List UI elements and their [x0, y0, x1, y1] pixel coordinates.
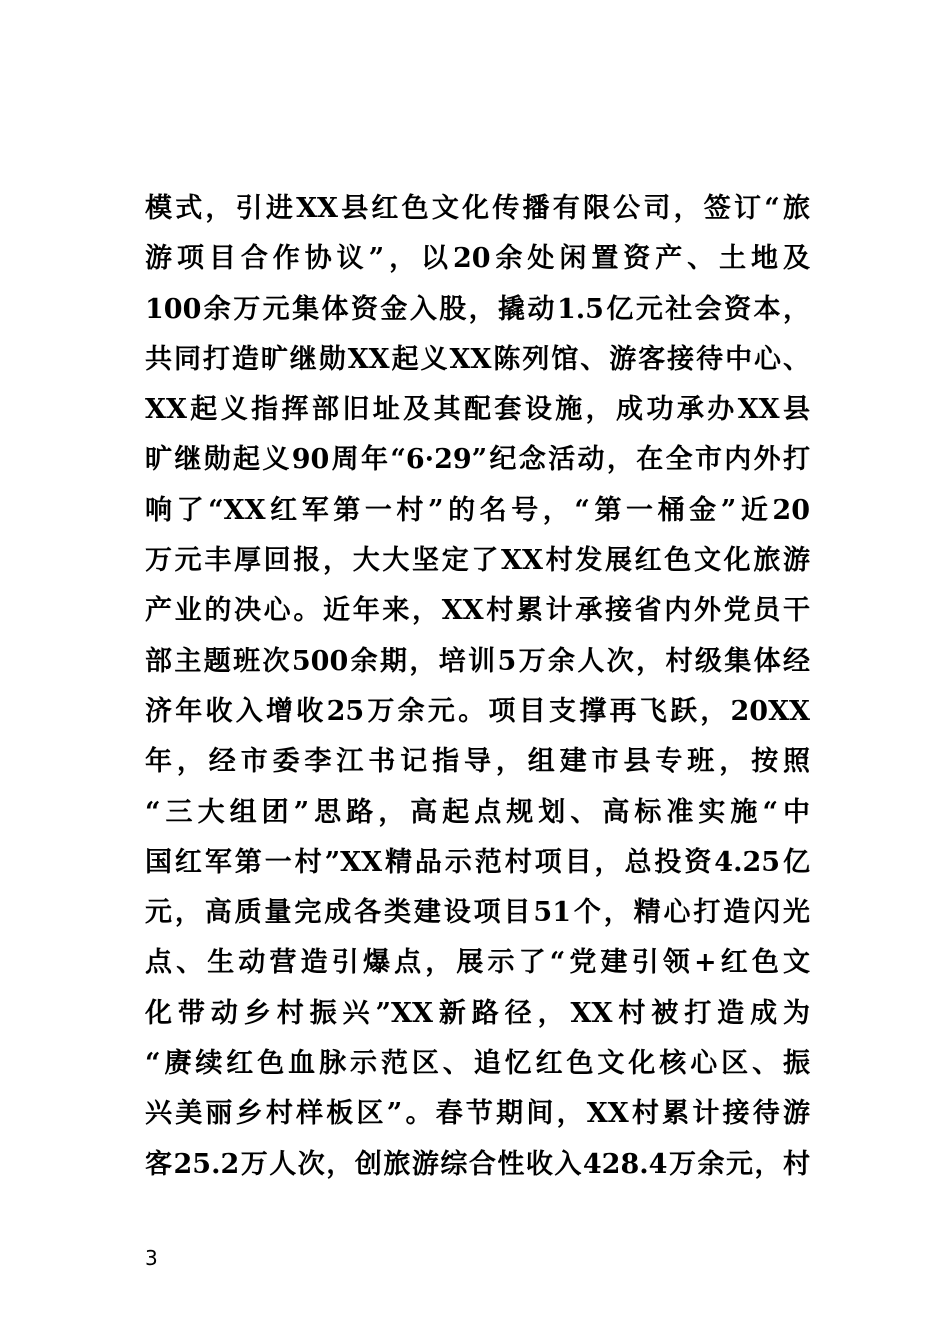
text-line: 响了“XX红军第一村”的名号，“第一桶金”近20 — [145, 494, 810, 526]
text-line: “赓续红色血脉示范区、追忆红色文化核心区、振 — [145, 1048, 810, 1080]
text-line: 共同打造旷继勋XX起义XX陈列馆、游客接待中心、 — [145, 343, 810, 375]
text-line: 客25.2万人次，创旅游综合性收入428.4万余元，村 — [145, 1148, 810, 1180]
text-line: XX起义指挥部旧址及其配套设施，成功承办XX县 — [145, 394, 810, 426]
text-line: 点、生动营造引爆点，展示了“党建引领+红色文 — [145, 947, 810, 979]
text-line: 旷继勋起义90周年“6·29”纪念活动，在全市内外打 — [145, 444, 810, 476]
text-line: 部主题班次500余期，培训5万余人次，村级集体经 — [145, 645, 810, 677]
text-line: 济年收入增收25万余元。项目支撑再飞跃，20XX — [145, 695, 810, 727]
text-line: 游项目合作协议”，以20余处闲置资产、土地及 — [145, 243, 810, 275]
text-line: 年，经市委李江书记指导，组建市县专班，按照 — [145, 746, 810, 778]
text-line: “三大组团”思路，高起点规划、高标准实施“中 — [145, 796, 810, 828]
text-line: 产业的决心。近年来，XX村累计承接省内外党员干 — [145, 595, 810, 627]
page-number: 3 — [145, 1246, 158, 1270]
text-line: 国红军第一村”XX精品示范村项目，总投资4.25亿 — [145, 846, 810, 878]
text-line: 模式，引进XX县红色文化传播有限公司，签订“旅 — [145, 193, 810, 224]
text-line: 化带动乡村振兴”XX新路径，XX村被打造成为 — [145, 997, 810, 1029]
text-line: 元，高质量完成各类建设项目51个，精心打造闪光 — [145, 897, 810, 929]
text-line: 万元丰厚回报，大大坚定了XX村发展红色文化旅游 — [145, 545, 810, 577]
text-line: 兴美丽乡村样板区”。春节期间，XX村累计接待游 — [145, 1098, 810, 1130]
body-paragraph — [145, 184, 810, 1190]
text-line: 100余万元集体资金入股，撬动1.5亿元社会资本， — [145, 293, 810, 325]
